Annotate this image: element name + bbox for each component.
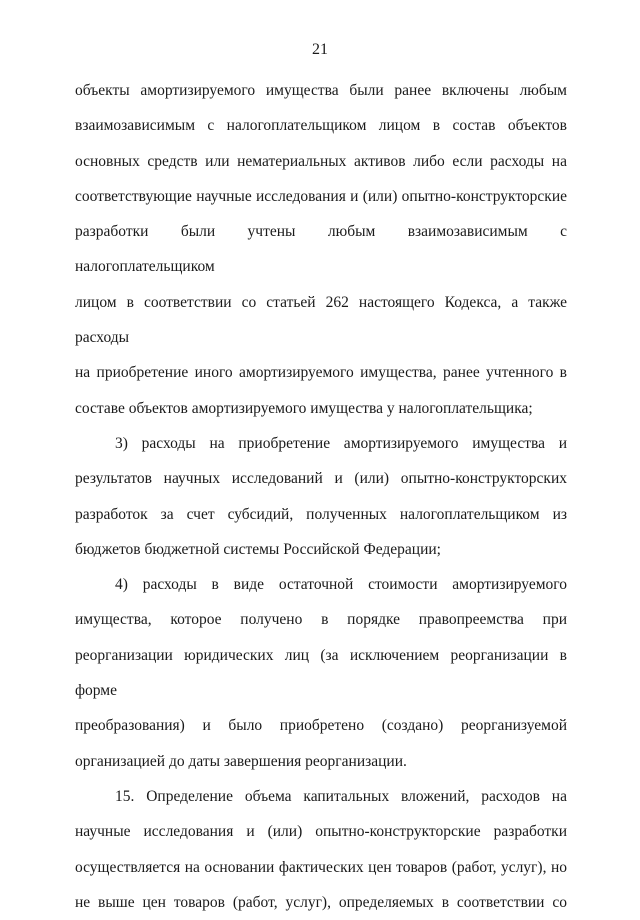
text-line: преобразования) и было приобретено (создано) реорганизуемой bbox=[75, 717, 567, 735]
document-body bbox=[75, 73, 567, 920]
text-line: 15. Определение объема капитальных вложений, расходов на bbox=[115, 787, 567, 805]
text-line: реорганизации юридических лиц (за исключением реорганизации в форме bbox=[75, 646, 567, 700]
paragraph-item-3 bbox=[75, 426, 567, 567]
text-line: составе объектов амортизируемого имущества у налогоплательщика; bbox=[75, 399, 533, 417]
text-line: разработки были учтены любым взаимозависимым с налогоплательщиком bbox=[75, 223, 567, 276]
text-line: объекты амортизируемого имущества были ранее включены любым bbox=[75, 82, 567, 99]
text-line: 4) расходы в виде остаточной стоимости амортизируемого bbox=[115, 576, 567, 594]
page-number: 21 bbox=[312, 41, 328, 58]
text-line: соответствующие научные исследования и (или) опытно-конструкторские bbox=[75, 187, 567, 205]
text-line: на приобретение иного амортизируемого имущества, ранее учтенного в bbox=[75, 364, 567, 382]
text-line: имущества, которое получено в порядке правопреемства при bbox=[75, 611, 567, 629]
text-line: не выше цен товаров (работ, услуг), определяемых в соответствии со bbox=[75, 893, 567, 911]
text-line: результатов научных исследований и (или) опытно-конструкторских bbox=[75, 470, 567, 488]
text-line: организацией до даты завершения реорганизации. bbox=[75, 752, 407, 770]
text-line: научные исследования и (или) опытно-конструкторские разработки bbox=[75, 823, 567, 841]
paragraph-continuation bbox=[75, 73, 567, 426]
paragraph-item-4 bbox=[75, 567, 567, 779]
text-line: осуществляется на основании фактических цен товаров (работ, услуг), но bbox=[75, 858, 567, 876]
text-line: лицом в соответствии со статьей 262 настоящего Кодекса, а также расходы bbox=[75, 293, 567, 347]
text-line: 3) расходы на приобретение амортизируемого имущества и bbox=[115, 434, 567, 452]
text-line: разработок за счет субсидий, полученных налогоплательщиком из bbox=[75, 505, 567, 523]
paragraph-section-15 bbox=[75, 779, 567, 920]
text-line: взаимозависимым с налогоплательщиком лицом в состав объектов bbox=[75, 117, 567, 135]
text-line: бюджетов бюджетной системы Российской Федерации; bbox=[75, 540, 441, 558]
text-line: основных средств или нематериальных активов либо если расходы на bbox=[75, 152, 567, 170]
